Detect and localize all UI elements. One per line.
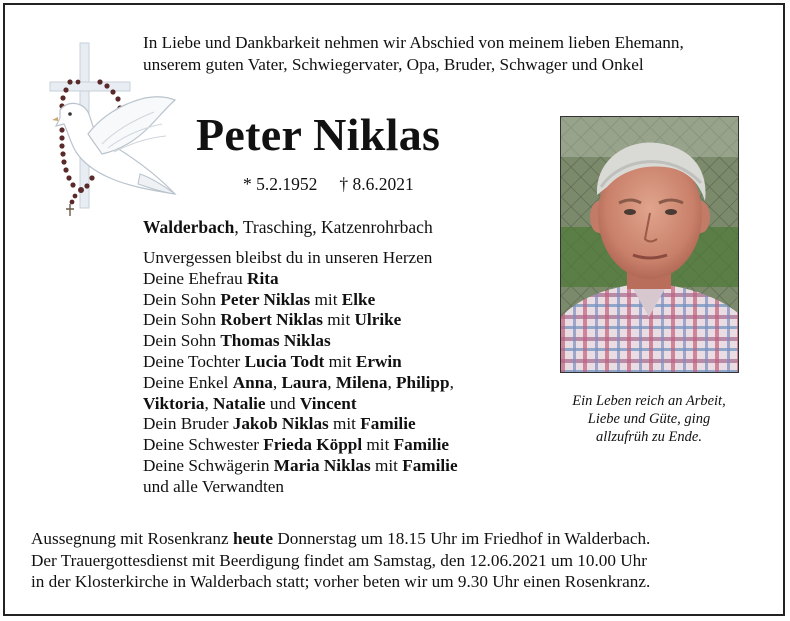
relation: Deine Tochter bbox=[143, 351, 245, 371]
mourner-row bbox=[143, 290, 458, 311]
place-rest: , Trasching, Katzenrohrbach bbox=[234, 217, 433, 237]
connector: mit bbox=[310, 289, 342, 309]
connector: mit bbox=[323, 310, 355, 330]
intro-line: In Liebe und Dankbarkeit nehmen wir Abschied von meinem lieben Ehemann, bbox=[143, 33, 684, 52]
mourner-name: Lucia Todt bbox=[244, 351, 325, 371]
separator: , bbox=[449, 372, 454, 392]
intro-text bbox=[143, 32, 773, 76]
partner-name: Ulrike bbox=[354, 310, 402, 330]
mourners-list bbox=[143, 248, 458, 498]
grandchild-name: Philipp bbox=[396, 372, 450, 392]
mourner-name: Thomas Niklas bbox=[220, 331, 331, 351]
relation: Deine Enkel bbox=[143, 372, 233, 392]
place-main: Walderbach bbox=[143, 217, 235, 237]
grandchild-name: Vincent bbox=[299, 393, 357, 413]
separator: , bbox=[327, 372, 336, 392]
mourner-name: Peter Niklas bbox=[220, 289, 311, 309]
portrait-image bbox=[561, 117, 738, 372]
mourners-intro: Unvergessen bleibst du in unseren Herzen bbox=[143, 248, 433, 267]
mourner-name: Jakob Niklas bbox=[232, 414, 329, 434]
mourner-row bbox=[143, 414, 458, 435]
relation: Dein Sohn bbox=[143, 310, 221, 330]
family-label: Familie bbox=[360, 414, 416, 434]
relation: Deine Schwester bbox=[143, 435, 264, 455]
intro-line: unserem guten Vater, Schwiegervater, Opa, Bruder, Schwager und Onkel bbox=[143, 55, 644, 74]
mourner-row bbox=[143, 352, 458, 373]
connector: mit bbox=[370, 455, 403, 475]
grandchild-name: Milena bbox=[335, 372, 388, 392]
partner-name: Erwin bbox=[355, 351, 402, 371]
mourner-row bbox=[143, 373, 458, 394]
partner-name: Elke bbox=[341, 289, 376, 309]
funeral-text: Aussegnung mit Rosenkranz bbox=[31, 529, 233, 548]
connector: und bbox=[265, 393, 300, 413]
funeral-line bbox=[31, 528, 650, 550]
birth-date: * 5.2.1952 bbox=[243, 174, 318, 194]
connector: mit bbox=[328, 414, 361, 434]
relation: Dein Sohn bbox=[143, 331, 221, 351]
separator: , bbox=[387, 372, 397, 392]
mourners-closing: und alle Verwandten bbox=[143, 476, 284, 496]
relation: Dein Bruder bbox=[143, 414, 233, 434]
places-line bbox=[143, 217, 433, 238]
separator: , bbox=[272, 372, 282, 392]
mourner-row bbox=[143, 435, 458, 456]
family-label: Familie bbox=[402, 455, 458, 475]
funeral-line: Der Trauergottesdienst mit Beerdigung findet am Samstag, den 12.06.2021 um 10.00 Uhr bbox=[31, 550, 647, 570]
mourner-row bbox=[143, 310, 458, 331]
grandchild-name: Viktoria bbox=[143, 393, 205, 413]
mourner-row bbox=[143, 331, 458, 352]
quote-line: allzufrüh zu Ende. bbox=[596, 429, 702, 445]
family-label: Familie bbox=[393, 435, 450, 455]
relation: Deine Ehefrau bbox=[143, 268, 248, 288]
mourner-row bbox=[143, 394, 458, 415]
funeral-highlight: heute bbox=[232, 529, 274, 548]
mourner-name: Rita bbox=[247, 268, 279, 288]
connector: mit bbox=[324, 351, 356, 371]
quote-line: Liebe und Güte, ging bbox=[587, 411, 711, 427]
funeral-text: Donnerstag um 18.15 Uhr im Friedhof in Walderbach. bbox=[273, 529, 651, 548]
death-date: † 8.6.2021 bbox=[339, 174, 414, 194]
funeral-info bbox=[31, 528, 650, 593]
grandchild-name: Laura bbox=[281, 372, 328, 392]
connector: mit bbox=[362, 435, 394, 455]
mourner-name: Robert Niklas bbox=[220, 310, 323, 330]
relation: Dein Sohn bbox=[143, 289, 221, 309]
quote-line: Ein Leben reich an Arbeit, bbox=[572, 393, 726, 409]
grandchild-name: Anna bbox=[232, 372, 273, 392]
life-dates bbox=[243, 174, 414, 195]
mourner-row bbox=[143, 456, 458, 477]
grandchild-name: Natalie bbox=[213, 393, 266, 413]
mourner-name: Frieda Köppl bbox=[263, 435, 363, 455]
separator: , bbox=[204, 393, 214, 413]
relation: Deine Schwägerin bbox=[143, 455, 274, 475]
deceased-name: Peter Niklas bbox=[196, 109, 441, 160]
mourner-name: Maria Niklas bbox=[273, 455, 371, 475]
funeral-line: in der Klosterkirche in Walderbach statt; vorher beten wir um 9.30 Uhr einen Rosenkranz. bbox=[31, 572, 651, 591]
mourner-row bbox=[143, 269, 458, 290]
quote-text bbox=[548, 392, 750, 446]
portrait-photo bbox=[560, 116, 739, 373]
